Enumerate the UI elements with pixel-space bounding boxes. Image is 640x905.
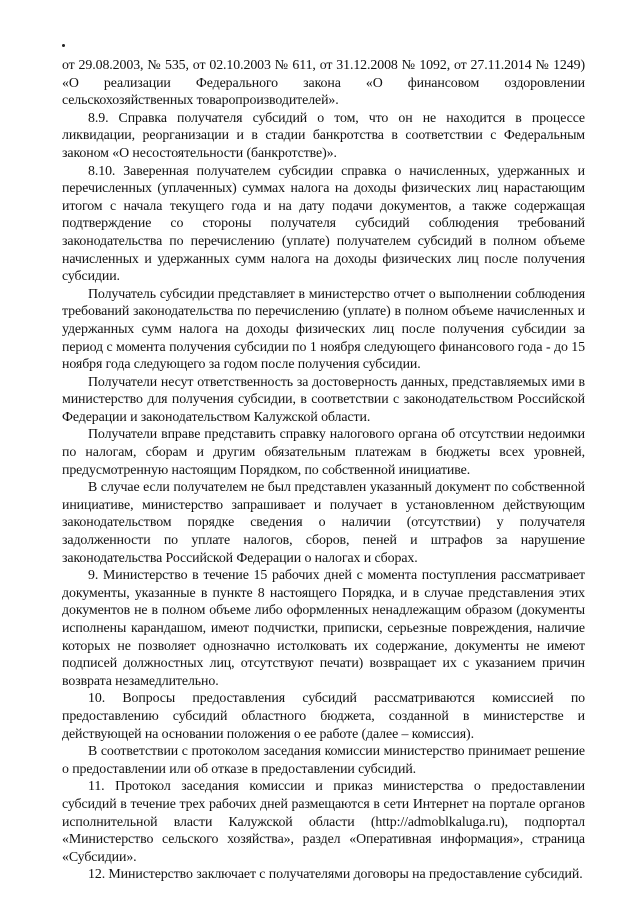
paragraph-12: 12. Министерство заключает с получателями договоры на предоставление субсидий. [88,867,583,883]
paragraph-responsibility: Получатели несут ответственность за достоверность данных, представляемых ими в министерство для получения субсидии, в соответствии с законодательством Российской Федерации и законодательством Калужской области. [62,374,585,425]
paragraph-10: 10. Вопросы предоставления субсидий рассматриваются комиссией по предоставлению субсидий областного бюджета, созданной в министерстве и действующей на основании положения о ее работе (далее – комиссия). [62,691,585,742]
paragraph-11: 11. Протокол заседания комиссии и приказ министерства о предоставлении субсидий в течение трех рабочих дней размещаются в сети Интернет на портале органов исполнительной власти Калужской области (http://admoblkaluga.ru), подпортал «Министерство сельского хозяйства», раздел «Оперативная информация», страница «Субсидии». [62,779,585,865]
scan-speck [62,44,65,47]
paragraph-law-reference: от 29.08.2003, № 535, от 02.10.2003 № 611, от 31.12.2008 № 1092, от 27.11.2014 № 1249) «О реализации Федерального закона «О финансовом оздоровлении сельскохозяйственных товаропроизводителей». [62,58,585,109]
paragraph-ministry-request: В случае если получателем не был представлен указанный документ по собственной инициативе, министерство запрашивает и получает в установленном действующим законодательством порядке сведения о наличии (отсутствии) у получателя задолженности по уплате налогов, сборов, пеней и штрафов за нарушение законодательства Российской Федерации о налогах и сборах. [62,480,585,566]
paragraph-tax-certificate: Получатели вправе представить справку налогового органа об отсутствии недоимки по налогам, сборам и другим обязательным платежам в бюджеты всех уровней, предусмотренную настоящим Порядком, по собственной инициативе. [62,427,585,478]
document-body [62,57,585,884]
paragraph-8-9: 8.9. Справка получателя субсидий о том, что он не находится в процессе ликвидации, реорганизации и в стадии банкротства в соответствии с Федеральным законом «О несостоятельности (банкротстве)». [62,110,585,161]
paragraph-9: 9. Министерство в течение 15 рабочих дней с момента поступления рассматривает документы, указанные в пункте 8 настоящего Порядка, и в случае представления этих документов не в полном объеме либо оформленных ненадлежащим образом (документы исполнены карандашом, имеют подчистки, приписки, серьезные повреждения, наличие которых не позволяет однозначно истолковать их содержание, документы не имеют подписей должностных лиц, отсутствуют печати) возвращает их с указанием причин возврата незамедлительно. [62,568,585,689]
paragraph-report: Получатель субсидии представляет в министерство отчет о выполнении соблюдения требований законодательства по перечислению (уплате) в полном объеме начисленных и удержанных сумм налога на доходы физических лиц после получения субсидии за период с момента получения субсидии по 1 ноября следующего финансового года - до 15 ноября года следующего за годом после получения субсидии. [62,286,585,373]
paragraph-commission-decision: В соответствии с протоколом заседания комиссии министерство принимает решение о предоставлении или об отказе в предоставлении субсидий. [62,744,585,777]
paragraph-8-10: 8.10. Заверенная получателем субсидии справка о начисленных, удержанных и перечисленных (уплаченных) суммах налога на доходы физических лиц нарастающим итогом с начала текущего года и на дату подачи документов, а также содержащая подтверждение со стороны получателя субсидий соблюдения требований законодательства по перечислению (уплате) получателем субсидий в полном объеме начисленных и удержанных сумм налога на доходы физических лиц после получения субсидии. [62,163,585,285]
